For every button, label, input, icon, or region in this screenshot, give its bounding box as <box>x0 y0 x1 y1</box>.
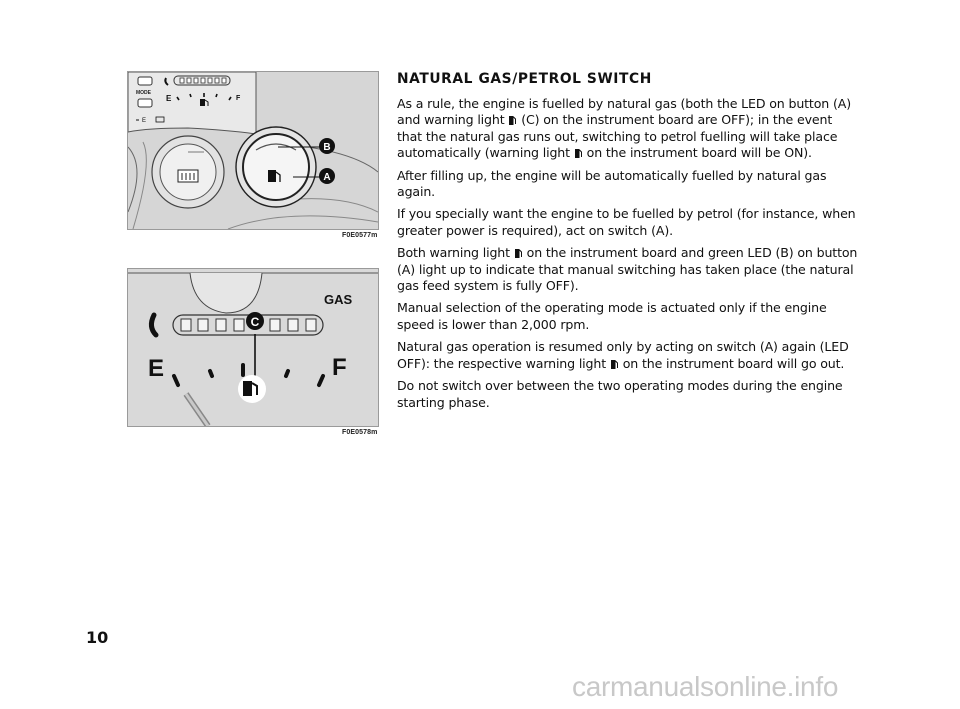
fuel-pump-icon <box>611 358 618 369</box>
gauge-empty-label: E <box>166 94 172 103</box>
gauge-empty-label: E <box>148 355 165 382</box>
fuel-pump-icon <box>509 114 516 125</box>
p4-text-b: on the instrument board and green LED (B) on button (A) light up to indicate that manual switching has taken place (the natural gas feed system is fully OFF). <box>397 245 858 294</box>
svg-text:E: E <box>142 118 147 124</box>
paragraph-1 <box>397 96 859 162</box>
label-b: B <box>323 142 331 153</box>
paragraph-2: After filling up, the engine will be automatically fuelled by natural gas again. <box>397 167 827 200</box>
gauge-full-label: F <box>236 95 241 102</box>
p1-text-c: on the instrument board will be ON). <box>586 145 812 161</box>
p1-text-b: (C) on the instrument board are OFF); in the event that the natural gas runs out, switching to petrol fuelling will take place automatically (warning light <box>397 112 838 161</box>
p1-text-a: As a rule, the engine is fuelled by natural gas (both the LED on button (A) and warning light <box>397 96 851 128</box>
section-heading: NATURAL GAS/PETROL SWITCH <box>397 71 652 87</box>
paragraph-3: If you specially want the engine to be fuelled by petrol (for instance, when greater power is required), act on switch (A). <box>397 206 856 238</box>
figure-code: F0E0578m <box>342 429 378 436</box>
p6-text-b: on the instrument board will go out. <box>622 355 845 371</box>
figure-code: F0E0577m <box>342 232 378 239</box>
label-c: C <box>250 315 260 329</box>
gas-label: GAS <box>324 292 353 307</box>
article <box>397 70 859 417</box>
gauge-full-label: F <box>332 354 347 381</box>
paragraph-7: Do not switch over between the two operating modes during the engine starting phase. <box>397 378 843 410</box>
page-number: 10 <box>86 628 109 647</box>
fuel-gauge-figure <box>127 268 379 427</box>
p4-text-a: Both warning light <box>397 245 510 261</box>
paragraph-5: Manual selection of the operating mode is actuated only if the engine speed is lower than 2,000 rpm. <box>397 300 827 332</box>
p6-text-a: Natural gas operation is resumed only by acting on switch (A) again (LED OFF): the respective warning light <box>397 339 849 371</box>
defrost-icon <box>178 170 198 182</box>
fuel-pump-icon <box>575 147 582 158</box>
dashboard-switch-figure <box>127 71 379 230</box>
mode-label: MODE <box>136 90 151 96</box>
paragraph-6 <box>397 339 859 372</box>
fuel-pump-icon <box>515 247 522 258</box>
label-a: A <box>323 172 331 183</box>
watermark: carmanualsonline.info <box>572 671 839 702</box>
paragraph-4 <box>397 245 859 294</box>
